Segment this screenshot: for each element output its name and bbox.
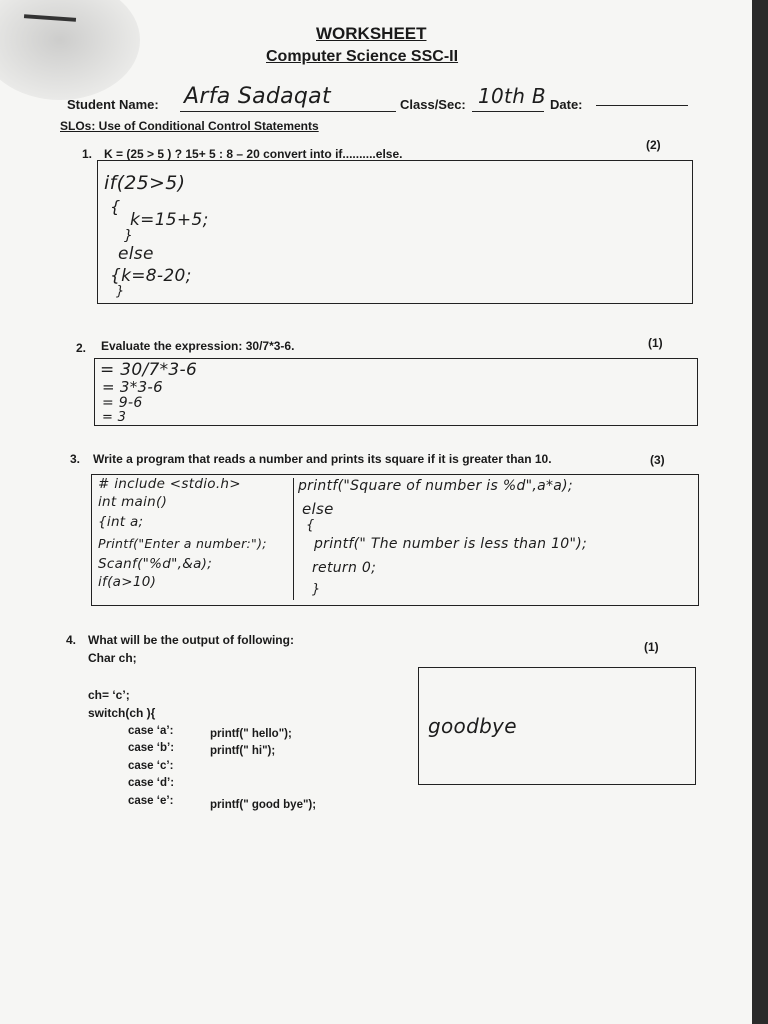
q4-code-line: case ‘d’: (128, 777, 175, 789)
class-label: Class/Sec: (400, 97, 466, 112)
q4-code-line: case ‘b’: (128, 742, 175, 754)
q3-left-line: Scanf("%d",&a); (98, 556, 213, 572)
q1-answer-line: k=15+5; (130, 210, 209, 230)
q2-marks: (1) (648, 336, 663, 350)
q4-code-line: case ‘e’: (128, 795, 174, 807)
q3-left-line: {int a; (98, 514, 144, 530)
q3-text: Write a program that reads a number and prints its square if it is greater than 10. (93, 452, 552, 466)
q4-marks: (1) (644, 640, 659, 654)
date-underline (596, 105, 688, 106)
q4-text: What will be the output of following: (88, 633, 294, 647)
q3-right-line: return 0; (312, 560, 377, 576)
student-name-underline (180, 111, 396, 112)
q3-right-line: else (302, 500, 334, 518)
q4-code-right-line: printf(" good bye"); (210, 799, 317, 811)
date-label: Date: (550, 97, 583, 112)
q4-code-line: case ‘a’: (128, 725, 174, 737)
q4-answer: goodbye (428, 714, 517, 738)
q1-answer-line: } (116, 284, 125, 299)
q3-left-line: # include <stdio.h> (98, 476, 241, 492)
q3-right-line: printf("Square of number is %d",a*a); (298, 478, 573, 494)
q3-number: 3. (70, 452, 81, 466)
q3-right-line: printf(" The number is less than 10"); (314, 536, 588, 552)
q1-number: 1. (82, 147, 93, 161)
q1-answer-line: { (110, 197, 121, 216)
slos-line: SLOs: Use of Conditional Control Statements (60, 119, 319, 133)
student-name-value: Arfa Sadaqat (184, 84, 331, 109)
q2-answer-line: = 30/7*3-6 (100, 360, 198, 380)
q3-left-line: int main() (98, 494, 168, 510)
q4-code-right-line: printf(" hi"); (210, 745, 276, 757)
q2-answer-line: = 3*3-6 (102, 378, 163, 396)
q3-left-line: if(a>10) (98, 574, 157, 590)
q3-left-line: Printf("Enter a number:"); (98, 536, 267, 551)
q4-code-line: case ‘c’: (128, 760, 174, 772)
q2-text: Evaluate the expression: 30/7*3-6. (101, 339, 295, 353)
q3-column-divider (293, 478, 294, 600)
q3-marks: (3) (650, 453, 665, 467)
q3-right-line: } (312, 582, 321, 597)
class-underline (472, 111, 544, 112)
worksheet-subtitle: Computer Science SSC-II (266, 48, 459, 65)
q1-answer-line: else (118, 244, 154, 264)
student-name-label: Student Name: (67, 97, 159, 112)
q1-answer-line: {k=8-20; (110, 266, 192, 286)
q1-text: K = (25 > 5 ) ? 15+ 5 : 8 – 20 convert into if..........else. (104, 147, 403, 161)
paper-edge-shadow (752, 0, 768, 1024)
q1-answer-line: if(25>5) (104, 172, 186, 194)
q4-code-line: switch(ch ){ (88, 706, 156, 720)
q2-answer-line: = 3 (102, 410, 127, 425)
q1-marks: (2) (646, 138, 661, 152)
q2-answer-line: = 9-6 (102, 395, 143, 411)
q3-right-line: { (306, 518, 315, 533)
class-value: 10th B (478, 84, 546, 108)
q4-code-right-line: printf(" hello"); (210, 728, 292, 740)
q4-code-line: ch= ‘c’; (88, 688, 130, 702)
worksheet-title: WORKSHEET (316, 24, 427, 43)
q4-code-line: Char ch; (88, 651, 137, 665)
q1-answer-line: } (124, 228, 134, 244)
q4-number: 4. (66, 633, 77, 647)
q2-number: 2. (76, 341, 87, 355)
